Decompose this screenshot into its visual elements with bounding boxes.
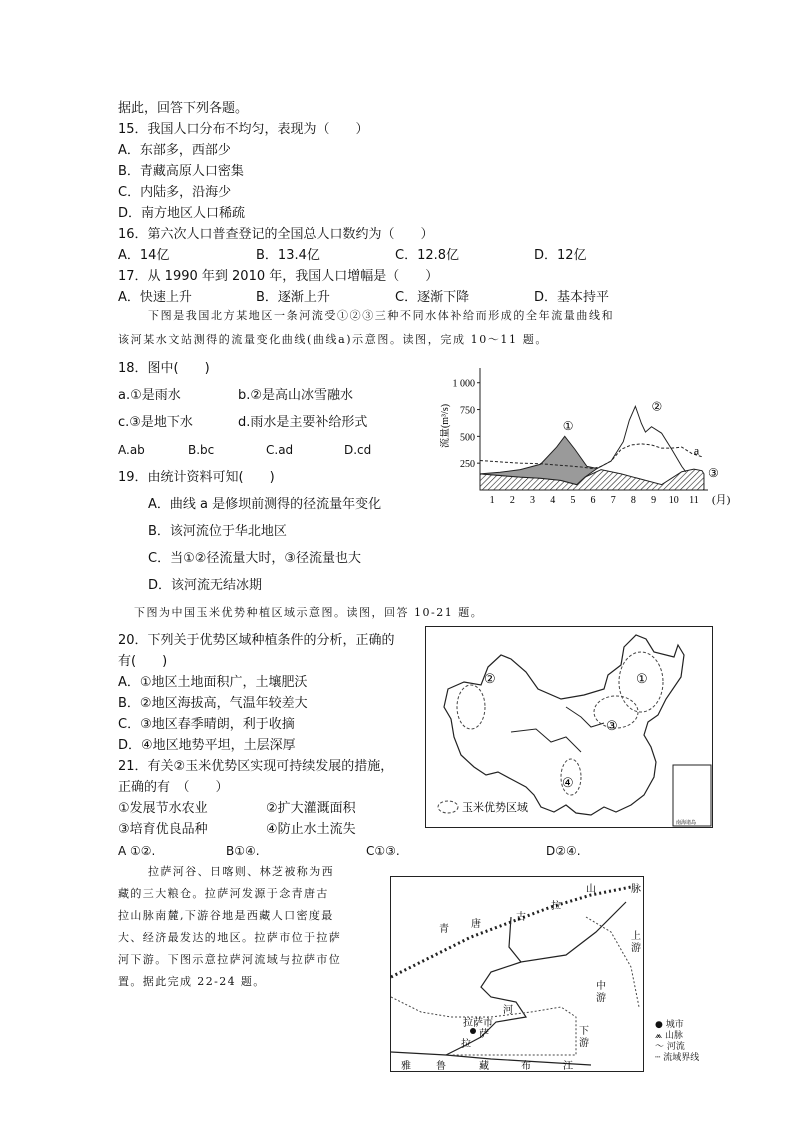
south-sea-inset (673, 765, 711, 826)
q19-option-c: C．当①②径流量大时，③径流量也大 (148, 551, 362, 566)
q18-option-d: D.cd (344, 443, 372, 457)
yarlung-char-2: 鲁 (436, 1061, 446, 1071)
lhasa-intro-line2: 藏的三大粮仓。拉萨河发源于念青唐古 (118, 887, 329, 900)
chart-ylabel: 流量(m³/s) (440, 403, 451, 449)
q15-option-c: C．内陆多，沿海少 (118, 185, 232, 200)
q17-option-b: B．逐渐上升 (256, 290, 330, 305)
mountain-range (391, 887, 631, 977)
corn-intro: 下图为中国玉米优势种植区域示意图。读图，回答 10-21 题。 (134, 606, 484, 619)
q19-option-b: B．该河流位于华北地区 (148, 524, 287, 539)
x-tick-label: 5 (570, 495, 576, 506)
q21-item-3: ③培育优良品种 (118, 822, 208, 837)
river-icon: 〜 (655, 1042, 665, 1052)
yarlung-char-3: 藏 (479, 1061, 489, 1071)
x-tick-label: 9 (651, 495, 657, 506)
river-char-3: 河 (503, 1005, 513, 1016)
q18-stem: 18．图中( ) (118, 361, 210, 376)
x-tick-label: 11 (689, 495, 699, 506)
x-tick-label: 3 (530, 495, 536, 506)
inset-label: 南海诸岛 (676, 821, 697, 826)
mountain-char-3: 古 (516, 912, 526, 923)
x-tick-label: 2 (509, 495, 515, 506)
lhasa-river-map (390, 876, 644, 1072)
region-2-outline (457, 685, 485, 729)
q21-stem-line2: 正确的有 （ ） (118, 780, 229, 795)
city-dot-icon: ● (655, 1020, 663, 1030)
q18-option-b: B.bc (188, 443, 215, 457)
q19-option-d: D．该河流无结冰期 (148, 578, 263, 593)
region-label-4: ④ (562, 775, 574, 790)
lhasa-map-drawing (391, 877, 643, 1071)
q20-stem-line2: 有( ) (118, 654, 168, 669)
q19-option-a: A．曲线 a 是修坝前测得的径流量年变化 (148, 497, 382, 512)
x-tick-label: 7 (610, 495, 616, 506)
province-line (511, 729, 581, 752)
q16-option-a: A．14亿 (118, 248, 170, 263)
y-tick-label: 500 (460, 432, 475, 444)
chart-annotation: a (693, 443, 700, 458)
q17-option-d: D．基本持平 (534, 290, 610, 305)
q20-stem-line1: 20．下列关于优势区域种植条件的分析，正确的 (118, 633, 395, 648)
legend-river: 河流 (666, 1042, 685, 1052)
lhasa-intro-line6: 置。据此完成 22-24 题。 (118, 975, 266, 988)
china-map-drawing (426, 627, 712, 827)
q15-option-a: A．东部多，西部少 (118, 143, 231, 158)
q15-stem: 15．我国人口分布不均匀，表现为（ ） (118, 122, 369, 137)
region-label-3: ③ (606, 718, 618, 733)
middle-reach-1: 中 (596, 981, 606, 992)
legend-city: 城市 (665, 1020, 684, 1030)
x-tick-label: 6 (590, 495, 596, 506)
q18-option-a: A.ab (118, 443, 145, 457)
region-label-2: ② (484, 671, 496, 686)
upper-reach-2: 游 (631, 943, 641, 954)
lower-reach-2: 游 (579, 1038, 589, 1049)
province-line (566, 707, 604, 727)
chart-annotation: ② (651, 399, 663, 414)
q15-option-d: D．南方地区人口稀疏 (118, 206, 246, 221)
lhasa-intro-line4: 大、经济最发达的地区。拉萨市位于拉萨 (118, 931, 342, 944)
q18-statement-a: a.①是雨水 (118, 388, 181, 403)
x-tick-label: 1 (489, 495, 495, 506)
q18-statement-c: c.③是地下水 (118, 415, 193, 430)
middle-reach-2: 游 (596, 993, 606, 1004)
x-tick-label: 4 (550, 495, 556, 506)
mountain-char-4: 拉 (551, 901, 561, 912)
q17-option-c: C．逐渐下降 (395, 290, 470, 305)
y-tick-label: 750 (460, 405, 475, 417)
q20-option-b: B．②地区海拔高，气温年较差大 (118, 696, 308, 711)
lhasa-intro-line5: 河下游。下图示意拉萨河流域与拉萨市位 (118, 953, 342, 966)
mountain-icon: ⩕ (655, 1031, 663, 1041)
q21-option-a: A ①②. (118, 844, 156, 858)
lhasa-river (446, 962, 526, 1055)
river-intro-line2: 该河某水文站测得的流量变化曲线(曲线a)示意图。读图，完成 10～11 题。 (118, 333, 548, 346)
yarlung-river (391, 1052, 591, 1065)
upper-reach-1: 上 (631, 931, 641, 942)
legend-boundary: 流域界线 (663, 1053, 700, 1063)
mountain-char-5: 山 (586, 884, 596, 895)
lhasa-intro-line1: 拉萨河谷、日喀则、林芝被称为西 (148, 865, 334, 878)
q15-option-b: B．青藏高原人口密集 (118, 164, 244, 179)
chart-annotation: ③ (708, 466, 719, 481)
lower-reach-1: 下 (579, 1026, 589, 1037)
mountain-char-6: 脉 (631, 884, 641, 895)
q21-item-2: ②扩大灌溉面积 (266, 801, 356, 816)
q20-option-a: A．①地区土地面积广，土壤肥沃 (118, 675, 308, 690)
q18-statement-b: b.②是高山冰雪融水 (238, 388, 354, 403)
q16-option-b: B．13.4亿 (256, 248, 320, 263)
y-tick-label: 1 000 (452, 378, 475, 390)
x-tick-label: 10 (668, 495, 679, 506)
lhasa-intro-line3: 拉山脉南麓,下游谷地是西藏人口密度最 (118, 909, 334, 922)
china-corn-map (425, 626, 713, 828)
q21-option-b: B①④. (226, 844, 260, 858)
q21-option-d: D②④. (546, 844, 581, 858)
map-legend-label: 玉米优势区域 (462, 802, 528, 814)
q17-stem: 17．从 1990 年到 2010 年，我国人口增幅是（ ） (118, 269, 439, 284)
yarlung-char-1: 雅 (401, 1061, 411, 1071)
q19-stem: 19．由统计资料可知( ) (118, 470, 275, 485)
lhasa-map-legend (655, 1020, 699, 1064)
river-intro-line1: 下图是我国北方某地区一条河流受①②③三种不同水体补给而形成的全年流量曲线和 (148, 309, 615, 322)
q16-option-c: C．12.8亿 (395, 248, 460, 263)
mountain-char-1: 青 (439, 924, 449, 935)
q21-item-1: ①发展节水农业 (118, 801, 208, 816)
q21-option-c: C①③. (366, 844, 400, 858)
river-upper (509, 902, 626, 962)
x-tick-label: 8 (630, 495, 636, 506)
q17-option-a: A．快速上升 (118, 290, 192, 305)
river-flow-chart (440, 362, 740, 507)
yarlung-char-4: 布 (521, 1061, 531, 1071)
mountain-char-2: 唐 (471, 919, 481, 930)
region-label-1: ① (636, 671, 648, 686)
q18-option-c: C.ad (266, 443, 294, 457)
intro-text: 据此，回答下列各题。 (118, 101, 249, 116)
q16-option-d: D．12亿 (534, 248, 587, 263)
legend-dashed-icon (438, 801, 458, 813)
river-char-2: 萨 (479, 1029, 489, 1040)
yarlung-char-5: 江 (563, 1061, 573, 1071)
q20-option-c: C．③地区春季晴朗，利于收摘 (118, 717, 295, 732)
river-char-1: 拉 (461, 1039, 471, 1050)
q16-stem: 16．第六次人口普查登记的全国总人口数约为（ ） (118, 227, 434, 242)
lhasa-city-label: 拉萨市 (463, 1018, 493, 1029)
chart-annotation: ① (562, 418, 574, 433)
series-a-line (480, 444, 702, 469)
y-tick-label: 250 (460, 459, 475, 471)
q21-item-4: ④防止水土流失 (266, 822, 356, 837)
chart-xlabel: (月) (712, 494, 731, 506)
q20-option-d: D．④地区地势平坦，土层深厚 (118, 738, 296, 753)
q18-statement-d: d.雨水是主要补给形式 (238, 415, 368, 430)
boundary-icon: ┄ (655, 1053, 661, 1063)
q21-stem-line1: 21．有关②玉米优势区实现可持续发展的措施， (118, 759, 394, 774)
legend-mountain: 山脉 (664, 1031, 683, 1041)
